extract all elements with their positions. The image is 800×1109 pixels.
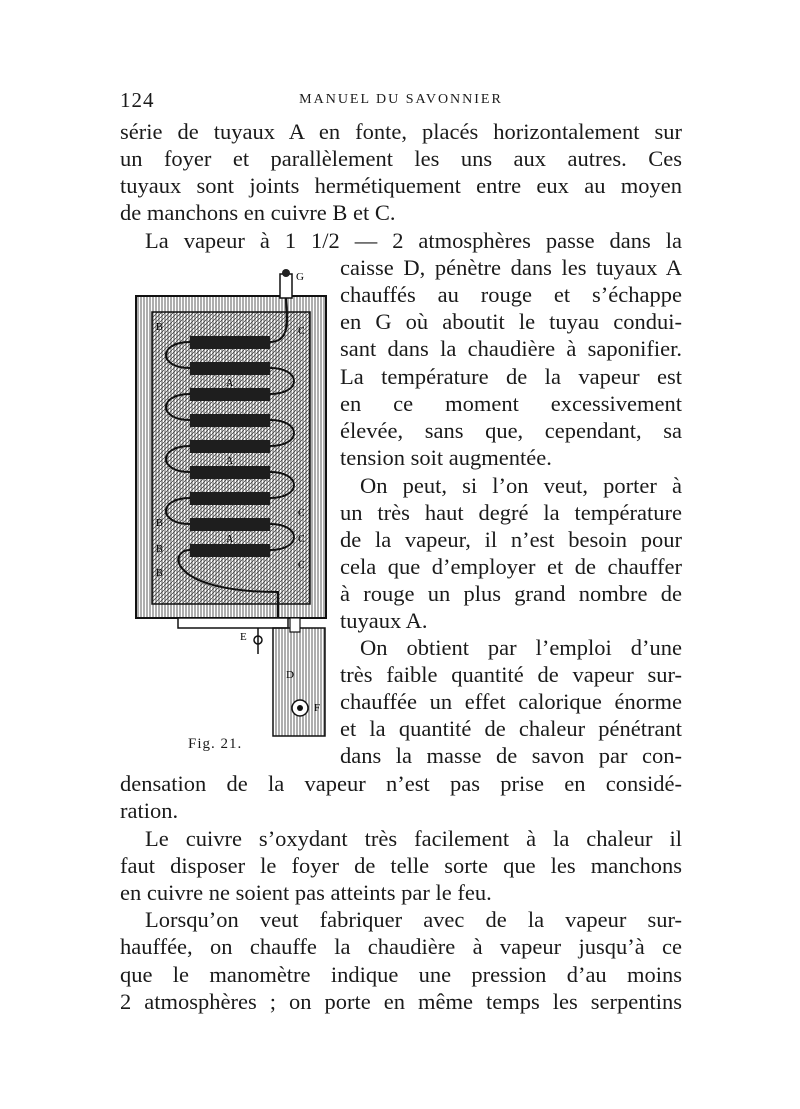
fitting-center (297, 705, 303, 711)
text-line: faut disposer le foyer de telle sorte que les manchons (120, 853, 682, 878)
tube-a (190, 544, 270, 557)
text-line: de manchons en cuivre B et C. (120, 200, 396, 225)
text-line: à rouge un plus grand nombre de (340, 581, 682, 606)
label-c: C (298, 534, 305, 545)
label-a: A (226, 456, 234, 467)
text-line: élevée, sans que, cependant, sa (340, 418, 682, 443)
text-line: caisse D, pénètre dans les tuyaux A (340, 255, 682, 280)
text-line: en cuivre ne soient pas atteints par le feu. (120, 880, 492, 905)
text-line: hauffée, on chauffe la chaudière à vapeur jusqu’à ce (120, 934, 682, 959)
text-line: très faible quantité de vapeur sur- (340, 662, 682, 687)
label-a: A (226, 534, 234, 545)
tube-a (190, 336, 270, 349)
label-b: B (156, 544, 163, 555)
text-line: On peut, si l’on veut, porter à (360, 473, 682, 498)
text-line: en ce moment excessivement (340, 391, 682, 416)
label-b: B (156, 518, 163, 529)
cast-iron-tubes (190, 336, 270, 557)
tube-a (190, 362, 270, 375)
tube-a (190, 518, 270, 531)
tube-a (190, 414, 270, 427)
label-c: C (298, 508, 305, 519)
text-line: Le cuivre s’oxydant très facilement à la chaleur il (145, 826, 682, 851)
text-line: tuyaux A. (340, 608, 428, 633)
text-line: densation de la vapeur n’est pas prise en considé- (120, 771, 682, 796)
text-line: Lorsqu’on veut fabriquer avec de la vapeur sur- (145, 907, 682, 932)
text-line: dans la masse de savon par con- (340, 743, 682, 768)
label-c: C (298, 560, 305, 571)
text-line: ration. (120, 798, 179, 823)
text-line: sant dans la chaudière à saponifier. (340, 336, 682, 361)
label-a: A (226, 378, 234, 389)
steam-box-d (273, 628, 325, 736)
page-number: 124 (120, 88, 155, 112)
base-plate (178, 618, 288, 628)
outlet-cap (282, 269, 290, 277)
text-line: un foyer et parallèlement les uns aux autres. Ces (120, 146, 682, 171)
superheater-engraving (128, 262, 333, 742)
text-line: chauffés au rouge et s’échappe (340, 282, 682, 307)
figure-superheater (128, 262, 333, 742)
text-line: cela que d’employer et de chauffer (340, 554, 682, 579)
text-line: On obtient par l’emploi d’une (360, 635, 682, 660)
text-line: La température de la vapeur est (340, 364, 682, 389)
label-c: C (298, 326, 305, 337)
label-e: E (240, 631, 247, 643)
running-title: MANUEL DU SAVONNIER (299, 92, 503, 107)
outlet-pipe-g (280, 274, 292, 298)
text-line: de la vapeur, il n’est besoin pour (340, 527, 682, 552)
text-line: La vapeur à 1 1/2 — 2 atmosphères passe dans la (145, 228, 682, 253)
tube-a (190, 388, 270, 401)
label-b: B (156, 322, 163, 333)
label-d: D (286, 669, 294, 681)
figure-caption: Fig. 21. (188, 736, 243, 752)
tube-a (190, 492, 270, 505)
text-line: un très haut degré la température (340, 500, 682, 525)
label-g: G (296, 271, 304, 283)
text-line: que le manomètre indique une pression d’au moins (120, 962, 682, 987)
text-line: 2 atmosphères ; on porte en même temps les serpentins (120, 989, 682, 1014)
text-line: en G où aboutit le tuyau condui- (340, 309, 682, 334)
text-line: tension soit augmentée. (340, 445, 552, 470)
running-head (120, 88, 682, 112)
label-f: F (314, 702, 321, 714)
text-line: tuyaux sont joints hermétiquement entre eux au moyen (120, 173, 682, 198)
text-line: série de tuyaux A en fonte, placés horizontalement sur (120, 119, 682, 144)
text-line: chauffée un effet calorique énorme (340, 689, 682, 714)
tube-a (190, 466, 270, 479)
label-b: B (156, 568, 163, 579)
tube-a (190, 440, 270, 453)
steam-pipe (290, 618, 300, 632)
text-line: et la quantité de chaleur pénétrant (340, 716, 682, 741)
